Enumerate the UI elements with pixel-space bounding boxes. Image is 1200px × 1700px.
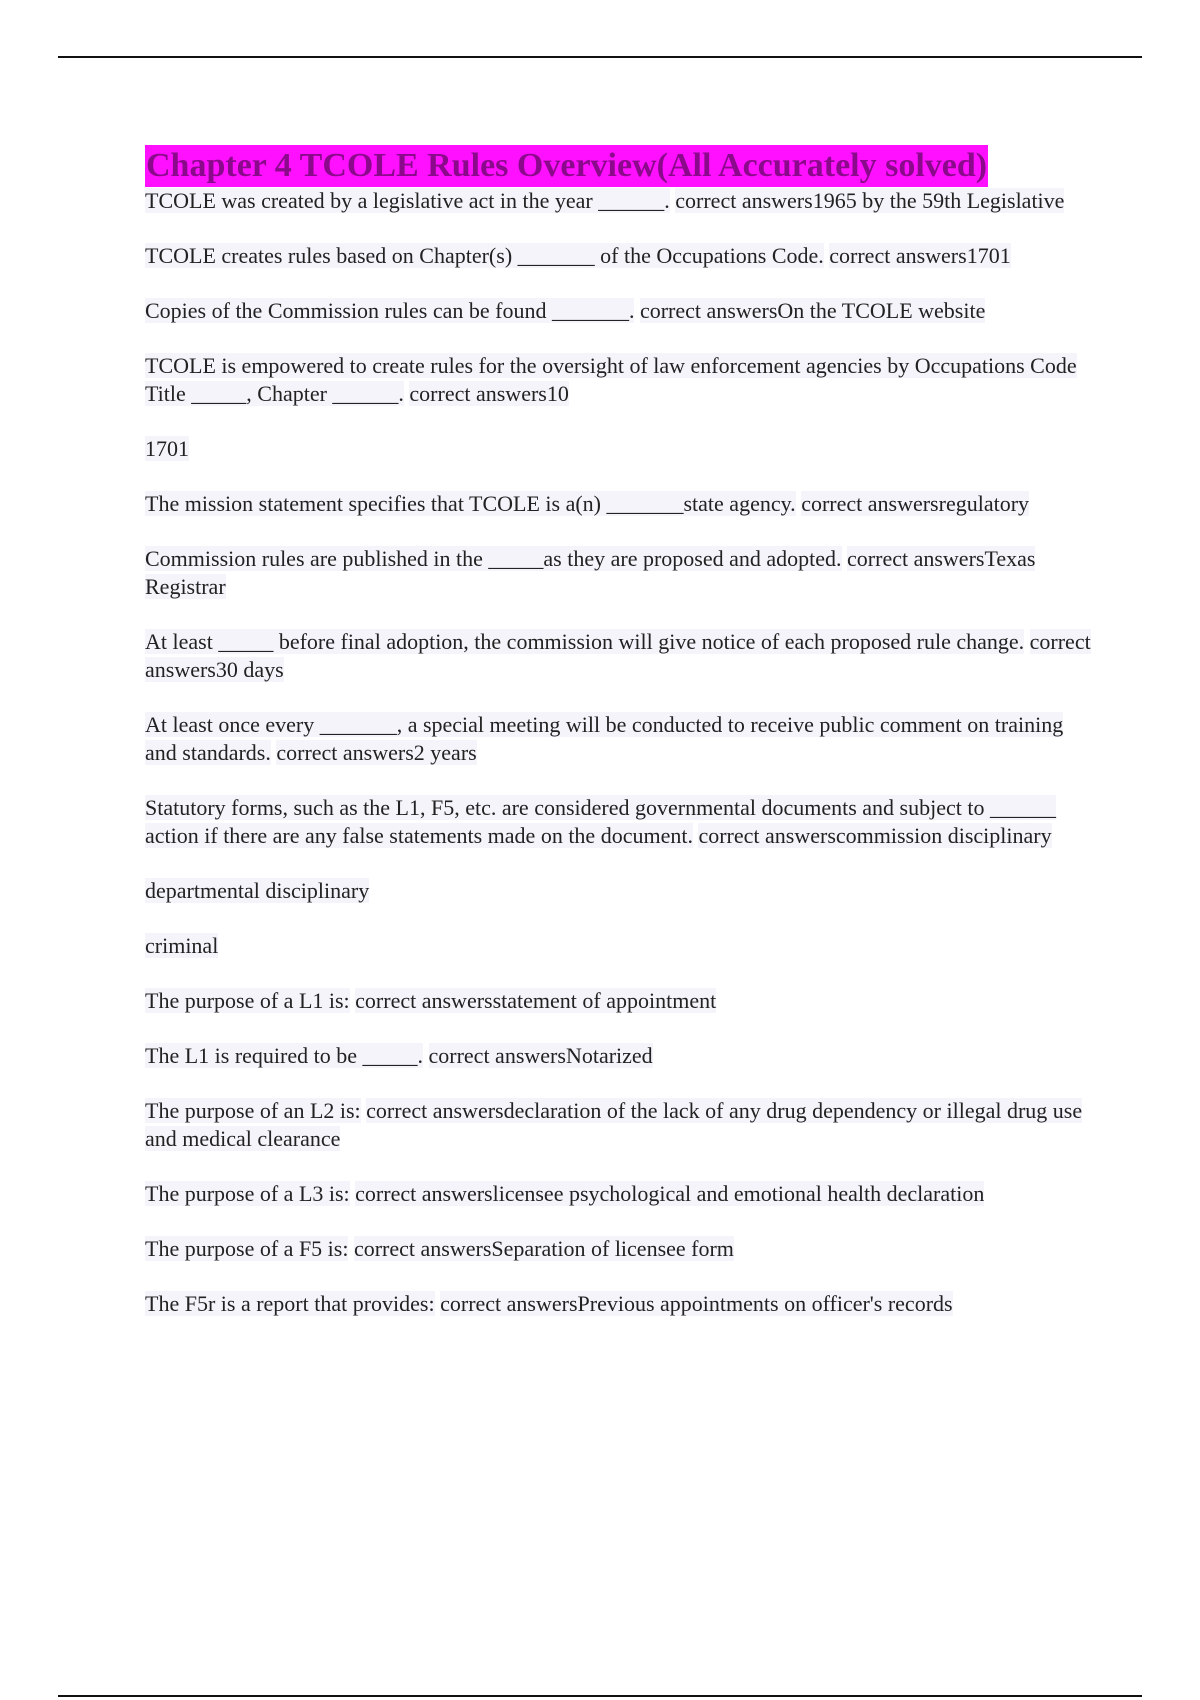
document-body bbox=[145, 145, 1095, 1345]
answer-prefix: correct answers bbox=[698, 823, 836, 848]
qa-item bbox=[145, 1235, 1095, 1263]
question-text: The purpose of a F5 is: bbox=[145, 1236, 349, 1261]
answer-text: statement of appointment bbox=[492, 988, 717, 1013]
continuation-text: criminal bbox=[145, 933, 219, 958]
continuation-text: departmental disciplinary bbox=[145, 878, 370, 903]
qa-item bbox=[145, 628, 1095, 684]
answer-prefix: correct answers bbox=[353, 1236, 492, 1261]
header-rule bbox=[58, 56, 1142, 58]
qa-item bbox=[145, 1097, 1095, 1153]
answer-prefix: correct answers bbox=[829, 243, 967, 268]
qa-item bbox=[145, 1290, 1095, 1318]
answer-text: 10 bbox=[546, 381, 569, 406]
question-text: Commission rules are published in the _____as they are proposed and adopted. bbox=[145, 546, 842, 571]
answer-text: commission disciplinary bbox=[835, 823, 1052, 848]
question-text: The F5r is a report that provides: bbox=[145, 1291, 435, 1316]
answer-text: Texas Registrar bbox=[145, 546, 1036, 599]
qa-item bbox=[145, 1180, 1095, 1208]
qa-item bbox=[145, 1042, 1095, 1070]
question-text: TCOLE was created by a legislative act in the year ______. bbox=[145, 188, 670, 213]
answer-prefix: correct answers bbox=[366, 1098, 504, 1123]
answer-text: 2 years bbox=[413, 740, 477, 765]
question-text: The L1 is required to be _____. bbox=[145, 1043, 423, 1068]
answer-text: Separation of licensee form bbox=[491, 1236, 734, 1261]
answer-continuation bbox=[145, 877, 1095, 905]
answer-prefix: correct answers bbox=[355, 1181, 493, 1206]
qa-item bbox=[145, 352, 1095, 408]
answer-prefix: correct answers bbox=[409, 381, 547, 406]
question-text: The purpose of an L2 is: bbox=[145, 1098, 361, 1123]
continuation-text: 1701 bbox=[145, 436, 189, 461]
answer-text: 30 days bbox=[215, 657, 284, 682]
qa-item bbox=[145, 711, 1095, 767]
answer-prefix: correct answers bbox=[801, 491, 939, 516]
footer-rule bbox=[58, 1695, 1142, 1697]
answer-text: licensee psychological and emotional health declaration bbox=[492, 1181, 985, 1206]
answer-text: On the TCOLE website bbox=[777, 298, 986, 323]
question-text: At least _____ before final adoption, the commission will give notice of each proposed rule change. bbox=[145, 629, 1025, 654]
answer-prefix: correct answers bbox=[847, 546, 985, 571]
answer-prefix: correct answers bbox=[355, 988, 493, 1013]
answer-continuation bbox=[145, 932, 1095, 960]
answer-prefix: correct answers bbox=[639, 298, 778, 323]
qa-item bbox=[145, 242, 1095, 270]
qa-item bbox=[145, 545, 1095, 601]
qa-item bbox=[145, 987, 1095, 1015]
qa-item bbox=[145, 794, 1095, 850]
question-text: Statutory forms, such as the L1, F5, etc. are considered governmental documents and subject to ______ action if there are any false statements made on the document. bbox=[145, 795, 1056, 848]
answer-text: declaration of the lack of any drug dependency or illegal drug use and medical clearance bbox=[145, 1098, 1083, 1151]
qa-item bbox=[145, 187, 1095, 215]
answer-prefix: correct answers bbox=[428, 1043, 566, 1068]
answer-text: regulatory bbox=[938, 491, 1030, 516]
answer-prefix: correct answers bbox=[276, 740, 414, 765]
question-text: The mission statement specifies that TCOLE is a(n) _______state agency. bbox=[145, 491, 796, 516]
question-text: TCOLE creates rules based on Chapter(s) _______ of the Occupations Code. bbox=[145, 243, 824, 268]
document-title: Chapter 4 TCOLE Rules Overview(All Accurately solved) bbox=[145, 145, 988, 187]
answer-prefix: correct answers bbox=[675, 188, 813, 213]
qa-list bbox=[145, 187, 1095, 1318]
question-text: TCOLE is empowered to create rules for the oversight of law enforcement agencies by Occupations Code Title _____, Chapter ______. bbox=[145, 353, 1077, 406]
answer-text: 1701 bbox=[966, 243, 1011, 268]
qa-item bbox=[145, 490, 1095, 518]
answer-text: Notarized bbox=[565, 1043, 653, 1068]
question-text: At least once every _______, a special meeting will be conducted to receive public comment on training and standards. bbox=[145, 712, 1064, 765]
question-text: The purpose of a L3 is: bbox=[145, 1181, 350, 1206]
qa-item bbox=[145, 297, 1095, 325]
answer-prefix: correct answers bbox=[145, 629, 1091, 682]
question-text: Copies of the Commission rules can be found _______. bbox=[145, 298, 635, 323]
answer-text: Previous appointments on officer's records bbox=[577, 1291, 953, 1316]
answer-prefix: correct answers bbox=[440, 1291, 578, 1316]
answer-text: 1965 by the 59th Legislative bbox=[812, 188, 1065, 213]
answer-continuation bbox=[145, 435, 1095, 463]
question-text: The purpose of a L1 is: bbox=[145, 988, 350, 1013]
